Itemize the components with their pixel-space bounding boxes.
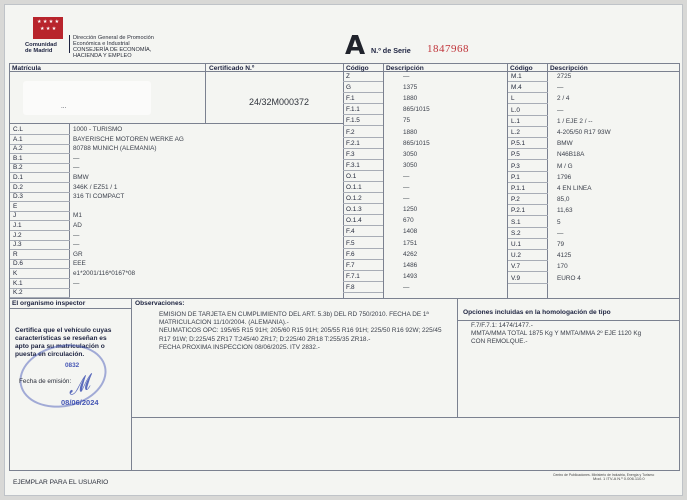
org-line: HACIENDA Y EMPLEO: [73, 53, 132, 59]
field-value: 1880: [403, 95, 418, 103]
field-value: 5: [557, 218, 561, 226]
redacted-matricula: [23, 81, 151, 115]
signature-icon: 𝓜: [63, 370, 93, 400]
field-code: K.2: [13, 289, 23, 297]
field-value: —: [403, 184, 410, 191]
field-value: 1880: [403, 128, 418, 136]
mid-code-divider: [383, 63, 384, 298]
logo-line-1: Comunidad: [25, 42, 57, 48]
row-rule: [10, 297, 70, 298]
field-code: Z: [346, 73, 350, 80]
field-value: GR: [73, 250, 83, 258]
field-code: O.1.1: [346, 184, 362, 191]
field-value: 670: [403, 217, 414, 225]
field-code: D.6: [13, 260, 23, 268]
inspector-rule: [9, 308, 131, 309]
cert-line: características se reseñan es: [15, 335, 107, 342]
field-code: V.7: [511, 263, 521, 271]
field-code: M.4: [511, 84, 522, 92]
field-value: —: [557, 229, 564, 237]
observaciones-label: Observaciones:: [135, 300, 185, 307]
certificado-divider: [205, 63, 206, 123]
observaciones-text: [159, 311, 442, 352]
obs-line: MATRICULACION 11/10/2004. (ALEMANIA).-: [159, 319, 289, 327]
row-rule: [508, 81, 548, 82]
field-code: O.1.3: [346, 206, 362, 214]
field-value: BAYERISCHE MOTOREN WERKE AG: [73, 135, 184, 143]
serial-label: N.º de Serie: [371, 46, 411, 55]
field-code: J.1: [13, 222, 22, 229]
stamp-code: 0832: [65, 362, 80, 369]
row-rule: [508, 126, 548, 127]
field-code: F.5: [346, 239, 355, 247]
footer-rule: [9, 470, 680, 471]
field-code: F.1: [346, 95, 355, 103]
org-line: CONSEJERÍA DE ECONOMÍA,: [73, 47, 152, 53]
option-line: F.7/F.7.1: 1474/1477.-: [471, 322, 533, 329]
row-rule: [343, 248, 383, 249]
row-rule: [508, 92, 548, 93]
obs-line: R17 91W; D:225/45 ZR17 T:245/40 ZR17; D:225/40 ZR18 T:255/35 ZR18.-: [159, 335, 371, 343]
field-value: 1 / EJE 2 / --: [557, 117, 593, 125]
row-rule: [10, 201, 70, 202]
field-code: M.1: [511, 73, 522, 80]
field-code: B.1: [13, 154, 23, 162]
mid-desc-header: Descripción: [386, 65, 424, 72]
right-code-header: Código: [510, 65, 533, 72]
field-value: 1493: [403, 272, 418, 280]
org-line: Económica e Industrial: [73, 41, 130, 47]
row-rule: [508, 271, 548, 272]
row-rule: [508, 159, 548, 160]
row-rule: [508, 103, 548, 104]
field-value: 865/1015: [403, 139, 430, 147]
mid-code-header: Código: [346, 65, 369, 72]
field-code: O.1.2: [346, 195, 362, 203]
inspector-divider: [131, 298, 132, 470]
field-value: 170: [557, 263, 568, 271]
category-letter: A: [345, 31, 366, 61]
serial-number: 1847968: [427, 43, 469, 55]
field-code: F.2.1: [346, 139, 360, 147]
field-code: K: [13, 270, 18, 277]
field-value: EURO 4: [557, 274, 581, 282]
field-code: P.5.1: [511, 140, 526, 148]
right-code-divider: [547, 63, 548, 298]
field-value: 75: [403, 117, 411, 125]
field-value: 4-205/50 R17 93W: [557, 129, 611, 136]
field-code: D.3: [13, 193, 23, 201]
field-code: B.2: [13, 164, 23, 172]
field-code: F.3: [346, 150, 355, 158]
field-code: S.2: [511, 229, 521, 237]
row-rule: [508, 182, 548, 183]
row-rule: [343, 92, 383, 93]
field-value: —: [73, 231, 80, 239]
issue-date-label: Fecha de emisión:: [19, 378, 72, 385]
left-border: [9, 63, 10, 470]
row-rule: [508, 227, 548, 228]
model-line: Mod. 1 ITV-A N.º 0.006.110.0: [593, 476, 645, 481]
row-rule: [343, 170, 383, 171]
field-value: 1796: [557, 173, 572, 181]
field-value: —: [403, 195, 410, 203]
field-value: —: [73, 154, 80, 162]
field-value: 1250: [403, 206, 418, 214]
field-code: U.1: [511, 241, 521, 248]
field-value: N46B18A: [557, 151, 585, 159]
option-line: CON REMOLQUE.-: [471, 338, 528, 346]
field-value: —: [557, 84, 564, 92]
row-rule: [10, 211, 70, 212]
row-rule: [508, 148, 548, 149]
field-value: 79: [557, 241, 565, 248]
right-desc-header: Descripción: [550, 65, 588, 72]
row-rule: [343, 292, 383, 293]
field-value: 1486: [403, 261, 418, 269]
field-value: 85,0: [557, 196, 570, 204]
field-value: 346K / EZ51 / 1: [73, 183, 118, 191]
field-value: 1375: [403, 84, 418, 92]
field-code: L.0: [511, 106, 520, 114]
field-value: M1: [73, 212, 82, 220]
field-value: 4125: [557, 252, 572, 260]
row-rule: [508, 249, 548, 250]
field-code: V.9: [511, 274, 521, 282]
field-value: —: [403, 283, 410, 291]
options-label: Opciones incluidas en la homologación de tipo: [463, 309, 611, 316]
row-rule: [343, 192, 383, 193]
row-rule: [343, 114, 383, 115]
field-code: D.1: [13, 174, 23, 181]
row-rule: [508, 137, 548, 138]
row-rule: [343, 225, 383, 226]
right-col-left: [507, 63, 508, 298]
row-rule: [508, 193, 548, 194]
redacted-mark: ...: [61, 103, 67, 110]
field-code: O.1.4: [346, 217, 362, 225]
row-rule: [343, 259, 383, 260]
field-code: F.7: [346, 261, 355, 269]
org-name: [73, 35, 154, 59]
field-code: P.5: [511, 151, 520, 159]
field-value: e1*2001/116*0167*08: [73, 270, 136, 277]
field-value: 4262: [403, 250, 418, 258]
org-line: Dirección General de Promoción: [73, 35, 154, 41]
row-rule: [343, 159, 383, 160]
row-rule: [508, 215, 548, 216]
obs-line: NEUMATICOS OPC: 195/65 R15 91H; 205/60 R15 91H; 205/55 R16 91H; 225/50 R16 92W; 225/45: [159, 327, 442, 335]
options-rule: [457, 320, 679, 321]
field-code: A.2: [13, 145, 23, 153]
options-text: [471, 322, 641, 347]
logo-text: [25, 42, 57, 54]
cert-line: apto para su matriculación o: [15, 343, 105, 350]
field-value: 1751: [403, 239, 418, 247]
field-code: J: [13, 212, 17, 220]
field-value: 2 / 4: [557, 95, 570, 103]
field-code: U.2: [511, 252, 521, 260]
field-code: J.3: [13, 241, 22, 249]
options-divider: [457, 298, 458, 417]
row-rule: [10, 268, 70, 269]
field-code: F.8: [346, 283, 355, 291]
field-code: D.2: [13, 183, 23, 191]
header-divider: [69, 35, 70, 53]
right-border: [679, 63, 680, 470]
field-code: K.1: [13, 279, 23, 287]
field-code: F.1.1: [346, 106, 360, 114]
row-rule: [343, 137, 383, 138]
field-value: —: [73, 241, 80, 249]
cert-line: puesta en circulación.: [15, 351, 85, 358]
field-value: AD: [73, 222, 82, 229]
field-code: J.2: [13, 231, 22, 239]
field-code: E: [13, 202, 18, 210]
field-value: 3050: [403, 161, 418, 169]
field-code: F.1.5: [346, 117, 360, 125]
row-rule: [343, 125, 383, 126]
matricula-rule: [9, 123, 343, 124]
field-code: P.1: [511, 173, 520, 181]
row-rule: [508, 283, 548, 284]
row-rule: [508, 204, 548, 205]
row-rule: [508, 171, 548, 172]
field-value: 2725: [557, 73, 572, 80]
inspector-label: El organismo inspector: [12, 300, 86, 307]
field-value: 865/1015: [403, 106, 430, 114]
field-code: F.2: [346, 128, 355, 136]
row-rule: [343, 236, 383, 237]
certificado-number: 24/32M000372: [249, 97, 310, 107]
field-code: L: [511, 95, 515, 103]
field-value: BMW: [73, 174, 89, 181]
field-code: O.1: [346, 172, 357, 180]
matricula-label: Matrícula: [12, 65, 41, 72]
field-code: F.7.1: [346, 272, 360, 280]
logo-line-2: de Madrid: [25, 48, 53, 54]
field-value: 1408: [403, 228, 418, 236]
row-rule: [343, 181, 383, 182]
comunidad-madrid-flag-icon: ★ ★ ★ ★ ★ ★ ★: [33, 17, 63, 39]
itv-card-sheet: [4, 4, 683, 496]
field-value: 3050: [403, 150, 418, 158]
field-code: A.1: [13, 135, 23, 143]
row-rule: [343, 81, 383, 82]
obs-line: EMISION DE TARJETA EN CUMPLIMIENTO DEL ART. 5.3b) DEL RD 750/2010. FECHA DE 1ª: [159, 311, 429, 318]
field-value: 80788 MUNICH (ALEMANIA): [73, 145, 157, 153]
row-rule: [508, 115, 548, 116]
field-code: C.L: [13, 126, 23, 133]
row-rule: [343, 203, 383, 204]
cert-line: Certifica que el vehículo cuyas: [15, 327, 112, 334]
field-value: —: [557, 106, 564, 114]
field-code: P.1.1: [511, 185, 526, 192]
field-value: M / G: [557, 162, 573, 170]
row-rule: [343, 281, 383, 282]
field-code: L.1: [511, 117, 520, 125]
field-value: 4 EN LINEA: [557, 185, 592, 192]
option-line: MMTA/MMA TOTAL 1875 Kg Y MMTA/MMA 2º EJE 1120 Kg: [471, 330, 642, 338]
field-code: F.4: [346, 228, 355, 236]
top-rule: [9, 63, 680, 64]
field-code: R: [13, 250, 18, 258]
field-value: —: [403, 73, 410, 80]
row-rule: [508, 260, 548, 261]
field-value: BMW: [557, 140, 573, 148]
field-value: 316 TI COMPACT: [73, 193, 125, 201]
field-value: —: [73, 164, 80, 172]
issue-date-value: 08/06/2024: [61, 398, 99, 407]
row-rule: [508, 238, 548, 239]
obs-bottom-rule: [131, 417, 680, 418]
field-value: 1000 - TURISMO: [73, 126, 123, 133]
footer-publisher: [553, 473, 654, 481]
field-code: S.1: [511, 218, 521, 226]
row-rule: [343, 148, 383, 149]
field-code: P.3: [511, 162, 520, 170]
certificado-label: Certificado N.º: [209, 65, 255, 72]
field-value: 11,63: [557, 207, 573, 215]
field-code: L.2: [511, 129, 520, 136]
footer-copy-label: EJEMPLAR PARA EL USUARIO: [13, 479, 109, 486]
row-rule: [10, 249, 70, 250]
publisher-line: Centro de Publicaciones. Ministerio de Industria, Energía y Turismo: [553, 473, 655, 477]
field-value: —: [403, 172, 410, 180]
row-rule: [343, 103, 383, 104]
field-code: F.3.1: [346, 161, 360, 169]
field-value: EEE: [73, 260, 86, 268]
field-value: —: [73, 279, 80, 287]
field-code: P.2: [511, 196, 520, 204]
field-code: F.6: [346, 250, 355, 258]
field-code: G: [346, 84, 351, 92]
field-code: P.2.1: [511, 207, 526, 215]
row-rule: [343, 270, 383, 271]
obs-line: FECHA PROXIMA INSPECCION 08/06/2025. ITV 2832.-: [159, 343, 320, 351]
bottom-section-rule: [9, 298, 680, 299]
row-rule: [343, 214, 383, 215]
